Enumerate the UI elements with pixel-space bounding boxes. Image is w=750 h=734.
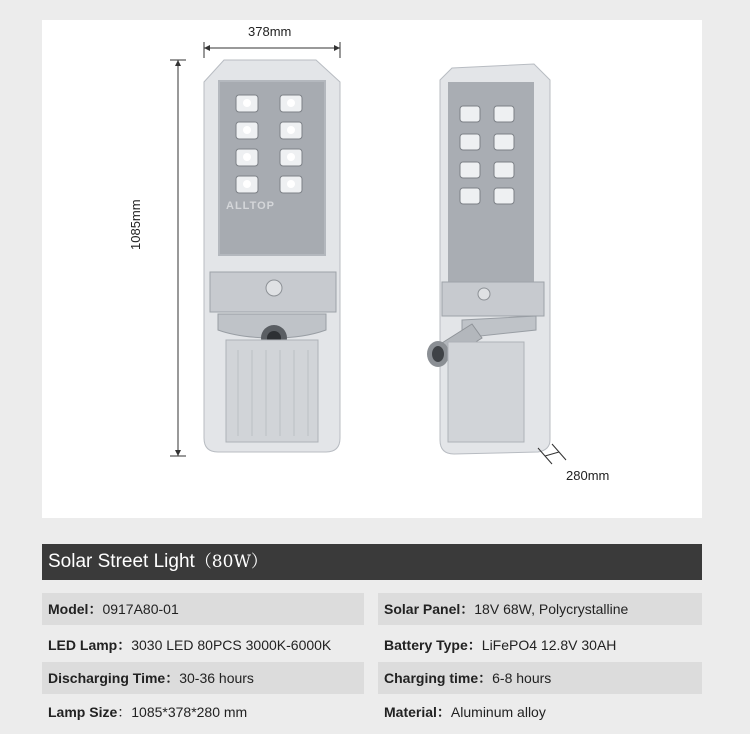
spec-separator: ： — [117, 637, 132, 653]
spec-separator: ： — [88, 601, 103, 617]
spec-row-solar-panel — [378, 593, 702, 625]
product-photo — [42, 20, 702, 518]
spec-row-led-lamp — [42, 629, 364, 661]
spec-label: Solar Panel — [384, 601, 461, 617]
spec-value: 30-36 hours — [179, 670, 254, 686]
spec-separator: ： — [467, 637, 482, 653]
product-name: Solar Street Light — [48, 551, 195, 572]
spec-separator: ： — [117, 704, 132, 720]
spec-label: Charging time — [384, 670, 479, 686]
spec-separator: ： — [436, 704, 451, 720]
spec-value: 0917A80-01 — [102, 601, 179, 617]
spec-label: Material — [384, 704, 437, 720]
spec-row-material — [378, 696, 702, 728]
spec-label: Model — [48, 601, 89, 617]
spec-separator: ： — [165, 670, 180, 686]
spec-value: 18V 68W, Polycrystalline — [474, 601, 629, 617]
side-view-lamp — [427, 64, 550, 454]
spec-value: Aluminum alloy — [450, 704, 546, 720]
product-title-bar — [42, 544, 702, 580]
brand-logo: ALLTOP — [226, 200, 275, 212]
width-dimension-label: 378mm — [248, 24, 292, 39]
spec-row-discharging-time — [42, 662, 364, 694]
height-dimension-label: 1085mm — [128, 199, 143, 250]
spec-value: 1085*378*280 mm — [131, 704, 248, 720]
spec-value: LiFePO4 12.8V 30AH — [481, 637, 617, 653]
product-power: （80W） — [194, 552, 268, 572]
spec-row-battery-type — [378, 629, 702, 661]
spec-value: 6-8 hours — [492, 670, 552, 686]
spec-label: Discharging Time — [48, 670, 166, 686]
depth-dimension-label: 280mm — [566, 468, 610, 483]
spec-label: Lamp Size — [48, 704, 118, 720]
spec-value: 3030 LED 80PCS 3000K-6000K — [131, 637, 332, 653]
spec-label: Battery Type — [384, 637, 468, 653]
spec-row-charging-time — [378, 662, 702, 694]
spec-separator: ： — [460, 601, 475, 617]
spec-row-lamp-size — [42, 696, 364, 728]
spec-separator: ： — [478, 670, 493, 686]
spec-label: LED Lamp — [48, 637, 118, 653]
spec-row-model — [42, 593, 364, 625]
street-light-illustration — [42, 20, 702, 518]
front-view-lamp — [204, 60, 340, 452]
